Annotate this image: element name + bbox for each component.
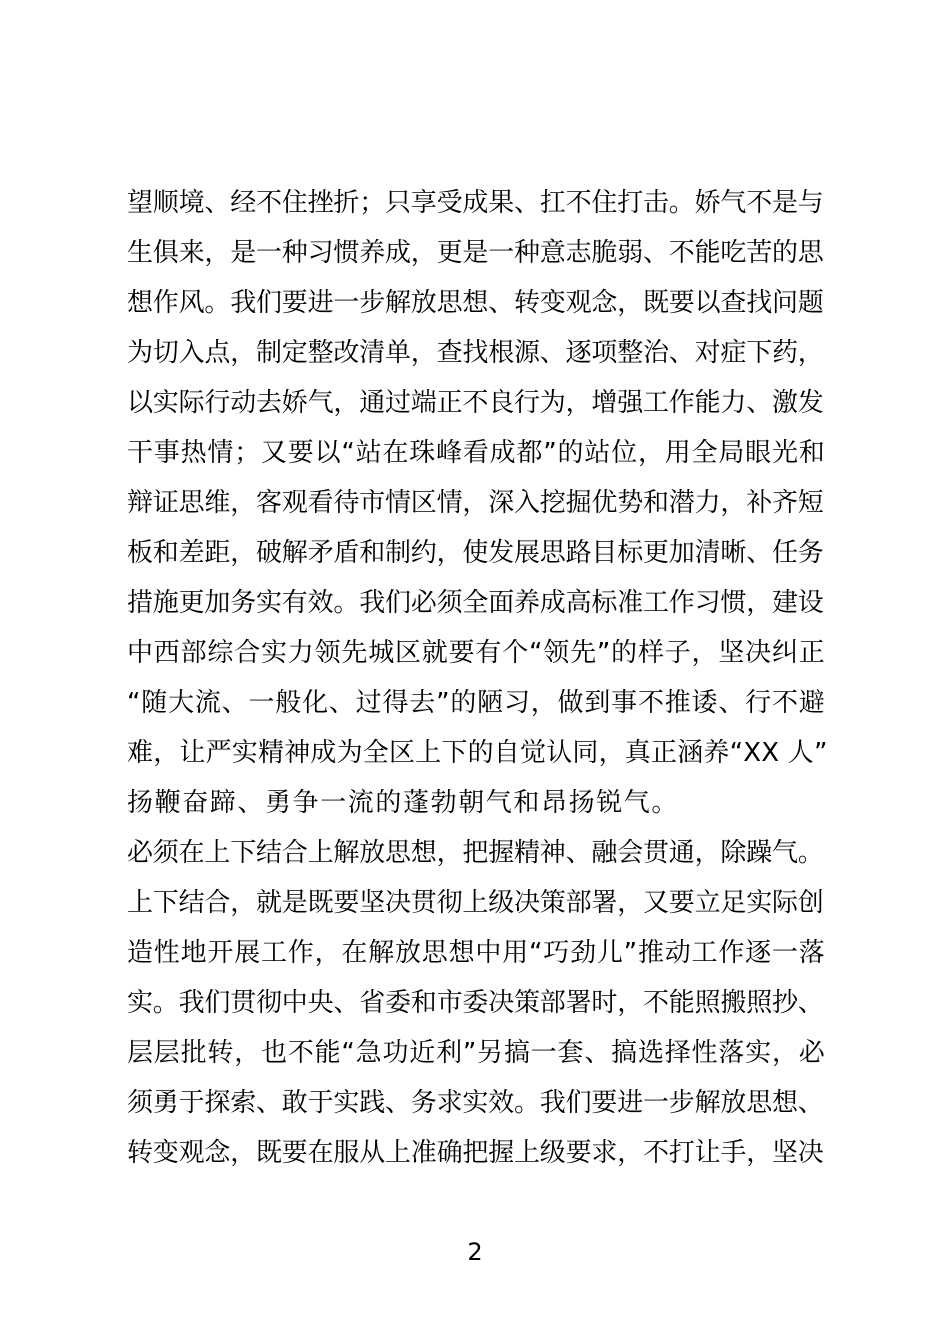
body-text-line: 生俱来，是一种习惯养成，更是一种意志脆弱、不能吃苦的思 <box>127 238 824 268</box>
body-text-line: 造性地开展工作，在解放思想中用“巧劲儿”推动工作逐一落 <box>127 938 826 968</box>
body-text-line: 为切入点，制定整改清单，查找根源、逐项整治、对症下药， <box>127 338 824 368</box>
body-text-line: 板和差距，破解矛盾和制约，使发展思路目标更加清晰、任务 <box>127 538 824 568</box>
page-number: 2 <box>467 1238 483 1266</box>
body-text-line: “随大流、一般化、过得去”的陋习，做到事不推诿、行不避 <box>127 688 826 718</box>
body-text-line: 干事热情；又要以“站在珠峰看成都”的站位，用全局眼光和 <box>127 438 826 468</box>
body-text-line: 层层批转，也不能“急功近利”另搞一套、搞选择性落实，必 <box>127 1038 826 1068</box>
body-text-line: 难，让严实精神成为全区上下的自觉认同，真正涵养“XX 人” <box>127 738 828 768</box>
body-text-line: 望顺境、经不住挫折；只享受成果、扛不住打击。娇气不是与 <box>127 188 824 218</box>
body-text-line: 措施更加务实有效。我们必须全面养成高标准工作习惯，建设 <box>127 588 824 618</box>
body-text-line: 以实际行动去娇气，通过端正不良行为，增强工作能力、激发 <box>127 388 824 418</box>
body-text-line: 须勇于探索、敢于实践、务求实效。我们要进一步解放思想、 <box>127 1088 824 1118</box>
body-text-line: 中西部综合实力领先城区就要有个“领先”的样子，坚决纠正 <box>127 638 826 668</box>
body-text-line: 上下结合，就是既要坚决贯彻上级决策部署，又要立足实际创 <box>127 888 824 918</box>
body-text-line: 转变观念，既要在服从上准确把握上级要求，不打让手，坚决 <box>127 1138 824 1168</box>
body-text-line: 想作风。我们要进一步解放思想、转变观念，既要以查找问题 <box>127 288 824 318</box>
body-text-line: 辩证思维，客观看待市情区情，深入挖掘优势和潜力，补齐短 <box>127 488 824 518</box>
body-text-line: 扬鞭奋蹄、勇争一流的蓬勃朝气和昂扬锐气。 <box>127 788 680 818</box>
body-text-line: 实。我们贯彻中央、省委和市委决策部署时，不能照搬照抄、 <box>127 988 824 1018</box>
body-text-line: 必须在上下结合上解放思想，把握精神、融会贯通，除躁气。 <box>127 838 824 868</box>
